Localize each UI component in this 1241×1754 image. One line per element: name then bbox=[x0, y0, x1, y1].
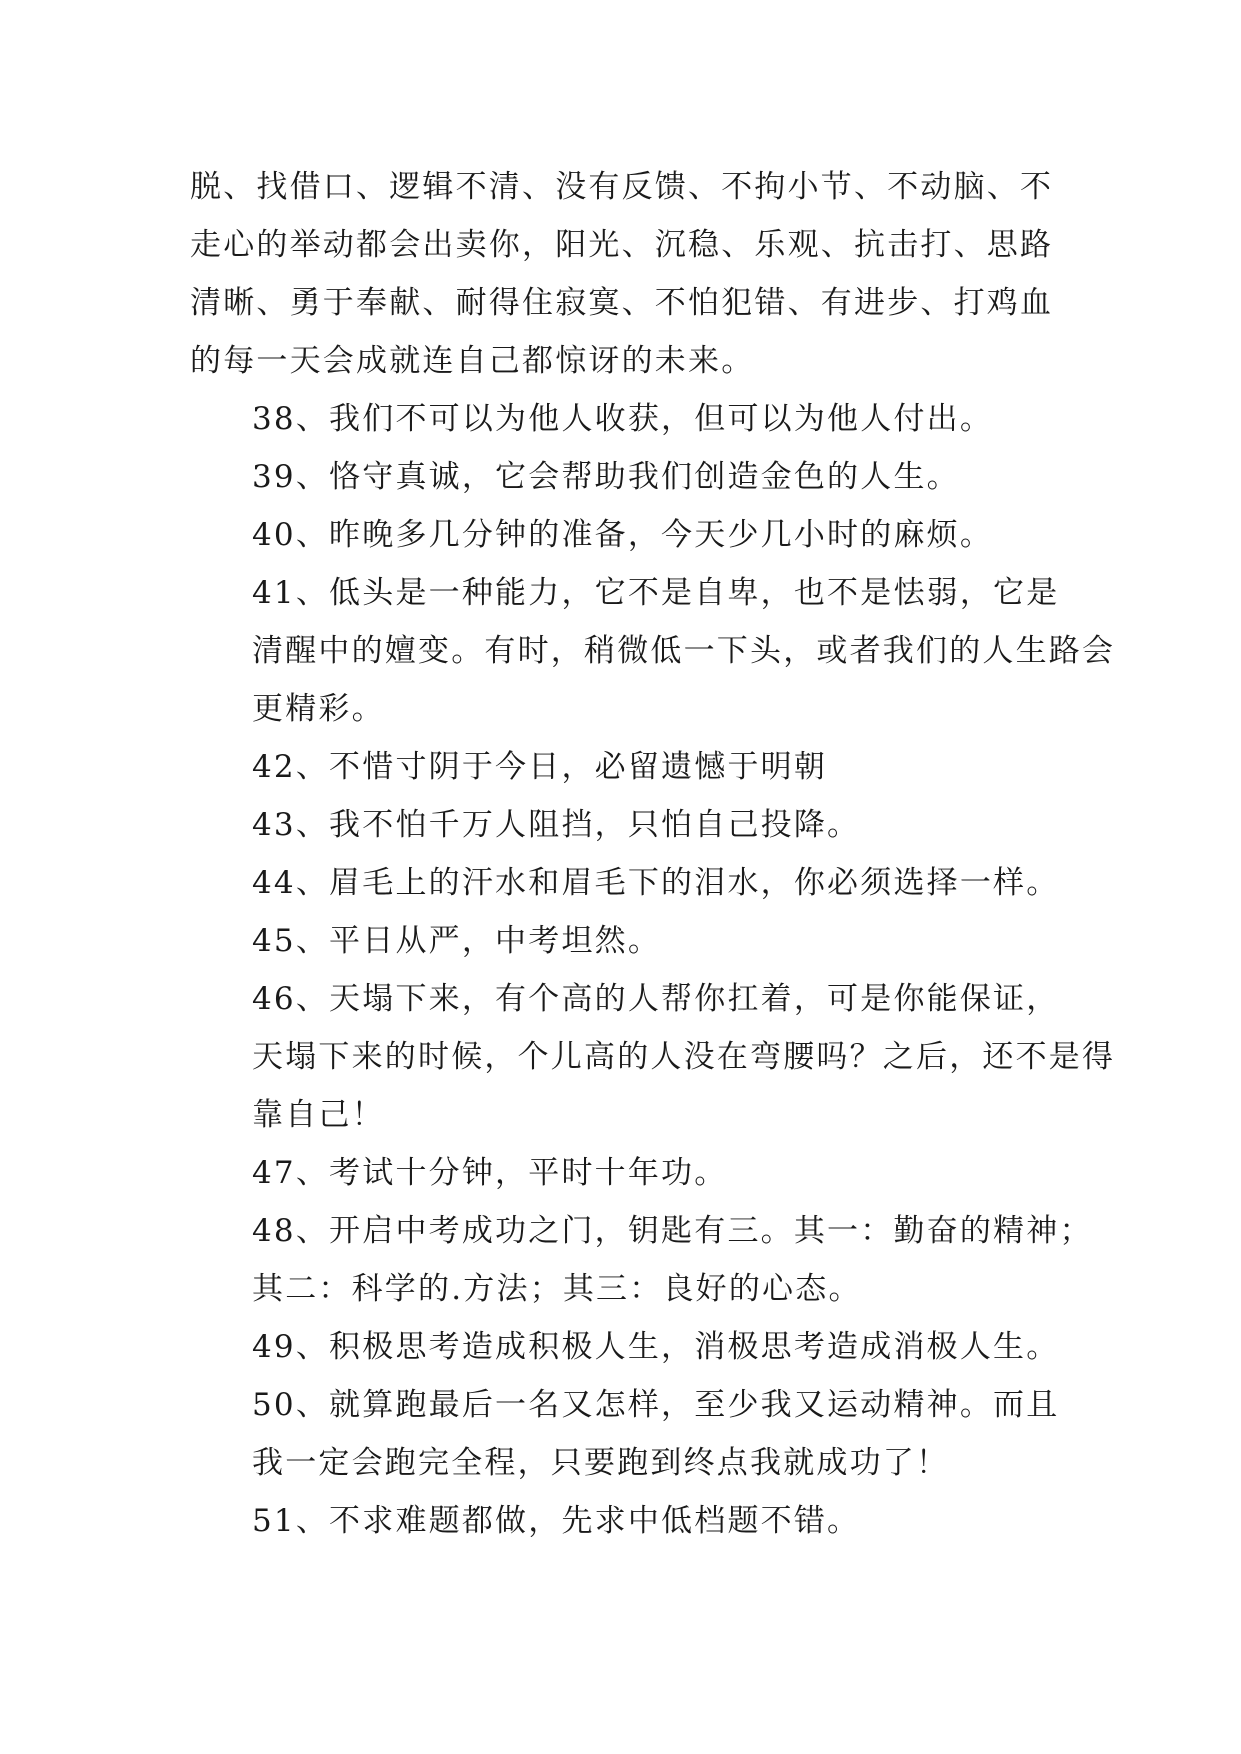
paragraph bbox=[190, 564, 1116, 738]
paragraph bbox=[190, 854, 1060, 912]
paragraph-line: 45、平日从严，中考坦然。 bbox=[252, 923, 662, 959]
paragraph bbox=[190, 1318, 1060, 1376]
paragraph bbox=[190, 1144, 1060, 1202]
paragraph-line: 的每一天会成就连自己都惊讶的未来。 bbox=[190, 343, 755, 379]
paragraph-line: 42、不惜寸阴于今日，必留遗憾于明朝 bbox=[252, 749, 828, 785]
paragraph-line: 走心的举动都会出卖你，阳光、沉稳、乐观、抗击打、思路 bbox=[190, 227, 1054, 263]
paragraph-line: 39、恪守真诚，它会帮助我们创造金色的人生。 bbox=[252, 459, 960, 495]
paragraph-line: 脱、找借口、逻辑不清、没有反馈、不拘小节、不动脑、不 bbox=[190, 169, 1054, 205]
paragraph-line: 天塌下来的时候，个儿高的人没在弯腰吗？之后，还不是得 bbox=[252, 1039, 1116, 1075]
paragraph-line: 50、就算跑最后一名又怎样，至少我又运动精神。而且 bbox=[252, 1387, 1060, 1423]
paragraph-line: 我一定会跑完全程，只要跑到终点我就成功了！ bbox=[252, 1445, 950, 1481]
paragraph bbox=[190, 390, 1060, 448]
paragraph-line: 49、积极思考造成积极人生，消极思考造成消极人生。 bbox=[252, 1329, 1060, 1365]
paragraph bbox=[190, 158, 1060, 390]
paragraph-line: 清醒中的嬗变。有时，稍微低一下头，或者我们的人生路会 bbox=[252, 633, 1116, 669]
paragraph-line: 46、天塌下来，有个高的人帮你扛着，可是你能保证， bbox=[252, 981, 1060, 1017]
paragraph-line: 43、我不怕千万人阻挡，只怕自己投降。 bbox=[252, 807, 861, 843]
paragraph-line: 其二：科学的.方法；其三：良好的心态。 bbox=[252, 1271, 862, 1307]
paragraph-line: 40、昨晚多几分钟的准备，今天少几小时的麻烦。 bbox=[252, 517, 994, 553]
paragraph bbox=[190, 506, 1060, 564]
paragraph-line: 清晰、勇于奉献、耐得住寂寞、不怕犯错、有进步、打鸡血 bbox=[190, 285, 1054, 321]
paragraph bbox=[190, 912, 1060, 970]
paragraph-line: 38、我们不可以为他人收获，但可以为他人付出。 bbox=[252, 401, 994, 437]
paragraph-line: 51、不求难题都做，先求中低档题不错。 bbox=[252, 1503, 861, 1539]
paragraph-line: 靠自己！ bbox=[252, 1097, 385, 1133]
paragraph bbox=[190, 1492, 1060, 1550]
paragraph-line: 44、眉毛上的汗水和眉毛下的泪水，你必须选择一样。 bbox=[252, 865, 1060, 901]
paragraph-line: 41、低头是一种能力，它不是自卑，也不是怯弱，它是 bbox=[252, 575, 1060, 611]
paragraph bbox=[190, 1376, 1060, 1492]
paragraph bbox=[190, 738, 1060, 796]
paragraph bbox=[190, 970, 1116, 1144]
paragraph bbox=[190, 448, 1060, 506]
document-body bbox=[190, 158, 1116, 1550]
paragraph-line: 47、考试十分钟，平时十年功。 bbox=[252, 1155, 728, 1191]
paragraph-line: 更精彩。 bbox=[252, 691, 385, 727]
paragraph bbox=[190, 1202, 1093, 1318]
paragraph bbox=[190, 796, 1060, 854]
paragraph-line: 48、开启中考成功之门，钥匙有三。其一：勤奋的精神； bbox=[252, 1213, 1093, 1249]
